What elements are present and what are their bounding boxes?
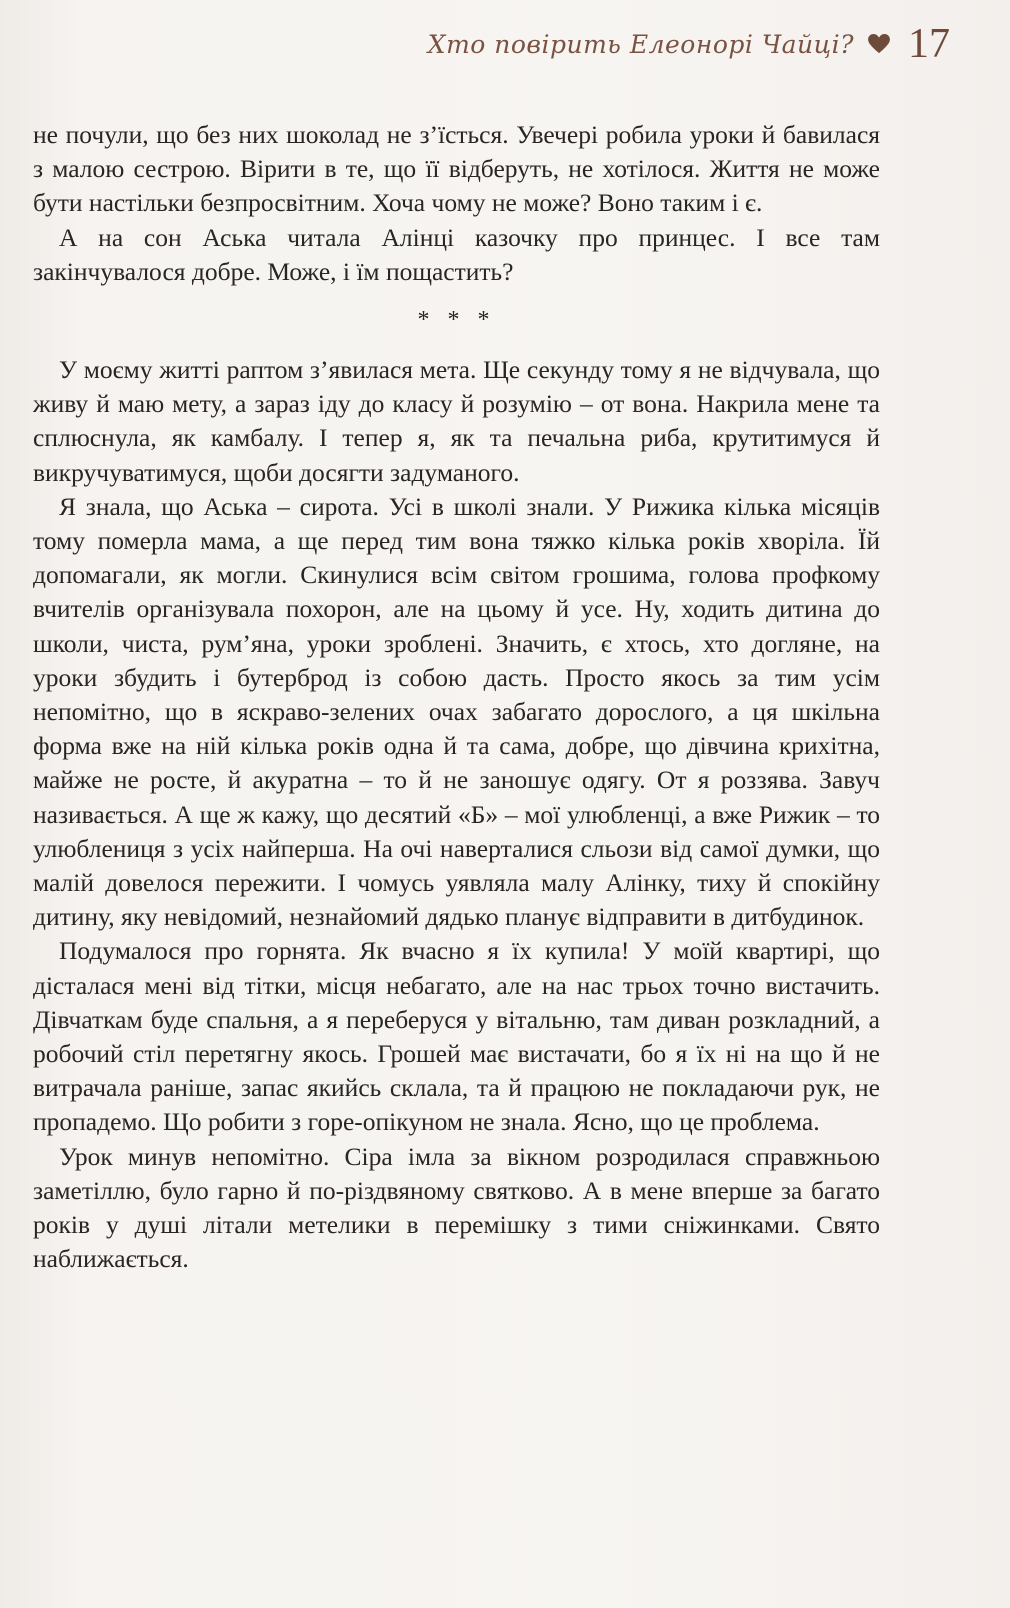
heart-icon — [868, 34, 890, 54]
paragraph: Я знала, що Аська – сирота. Усі в школі знали. У Рижика кілька місяців тому померла мама, а ще перед тим вона тяжко кілька років хворіла. Їй допомагали, як могли. Скинулися всім світом грошима, голова профкому вчителів організувала похорон, але на цьому й усе. Ну, ходить дитина до школи, чиста, рум’яна, уроки зроблені. Значить, є хтось, хто догляне, на уроки збудить і бутерброд із собою дасть. Просто якось за тим усім непомітно, що в яскраво-зелених очах забагато дорослого, а ця шкільна форма вже на ній кілька років одна й та сама, добре, що дівчина крихітна, майже не росте, й акуратна – то й не заношує одягу. От я роззява. Завуч називається. А ще ж кажу, що десятий «Б» – мої улюбленці, а вже Рижик – то улюблениця з усіх найперша. На очі наверталися сльози від самої думки, що малій довелося пережити. І чомусь уявляла малу Алінку, тиху й спокійну дитину, яку невідомий, незнайомий дядько планує відправити в дитбудинок. — [33, 491, 880, 932]
page-number: 17 — [908, 21, 950, 67]
running-title: Хто повірить Елеонорі Чайці? — [427, 29, 854, 59]
paragraph: А на сон Аська читала Алінці казочку про принцес. І все там закінчувалося добре. Може, і їм пощастить? — [33, 222, 880, 286]
section-separator: * * * — [417, 307, 496, 334]
paragraph: У моєму житті раптом з’явилася мета. Ще секунду тому я не відчувала, що живу й маю мету, а зараз іду до класу й розумію – от вона. Накрила мене та сплюснула, як камбалу. І тепер я, як та печальна риба, крутитимуся й викручуватимуся, щоби досягти задуманого. — [33, 355, 880, 487]
paragraph: не почули, що без них шоколад не з’їсться. Увечері робила уроки й бавилася з малою сестрою. Вірити в те, що її відберуть, не хотілося. Життя не може бути настільки безпросвітним. Хоча чому не може? Воно таким і є. — [33, 120, 880, 218]
running-header — [428, 14, 950, 74]
paragraph: Урок минув непомітно. Сіра імла за вікном розродилася справжньою заметіллю, було гарно й по-різдвяному святково. А в мене вперше за багато років у душі літали метелики в перемішку з тими сніжинками. Свято наближається. — [33, 1141, 880, 1274]
text-body — [33, 118, 880, 1277]
paragraph: Подумалося про горнята. Як вчасно я їх купила! У моїй квартирі, що дісталася мені від тітки, місця небагато, але на нас трьох точно вистачить. Дівчаткам буде спальня, а я переберуся у вітальню, там диван розкладний, а робочий стіл перетягну якось. Грошей має вистачати, бо я їх ні на що й не витрачала раніше, запас якийсь склала, та й працюю не покладаючи рук, не пропадемо. Що робити з горе-опікуном не знала. Ясно, що це проблема. — [33, 936, 880, 1137]
